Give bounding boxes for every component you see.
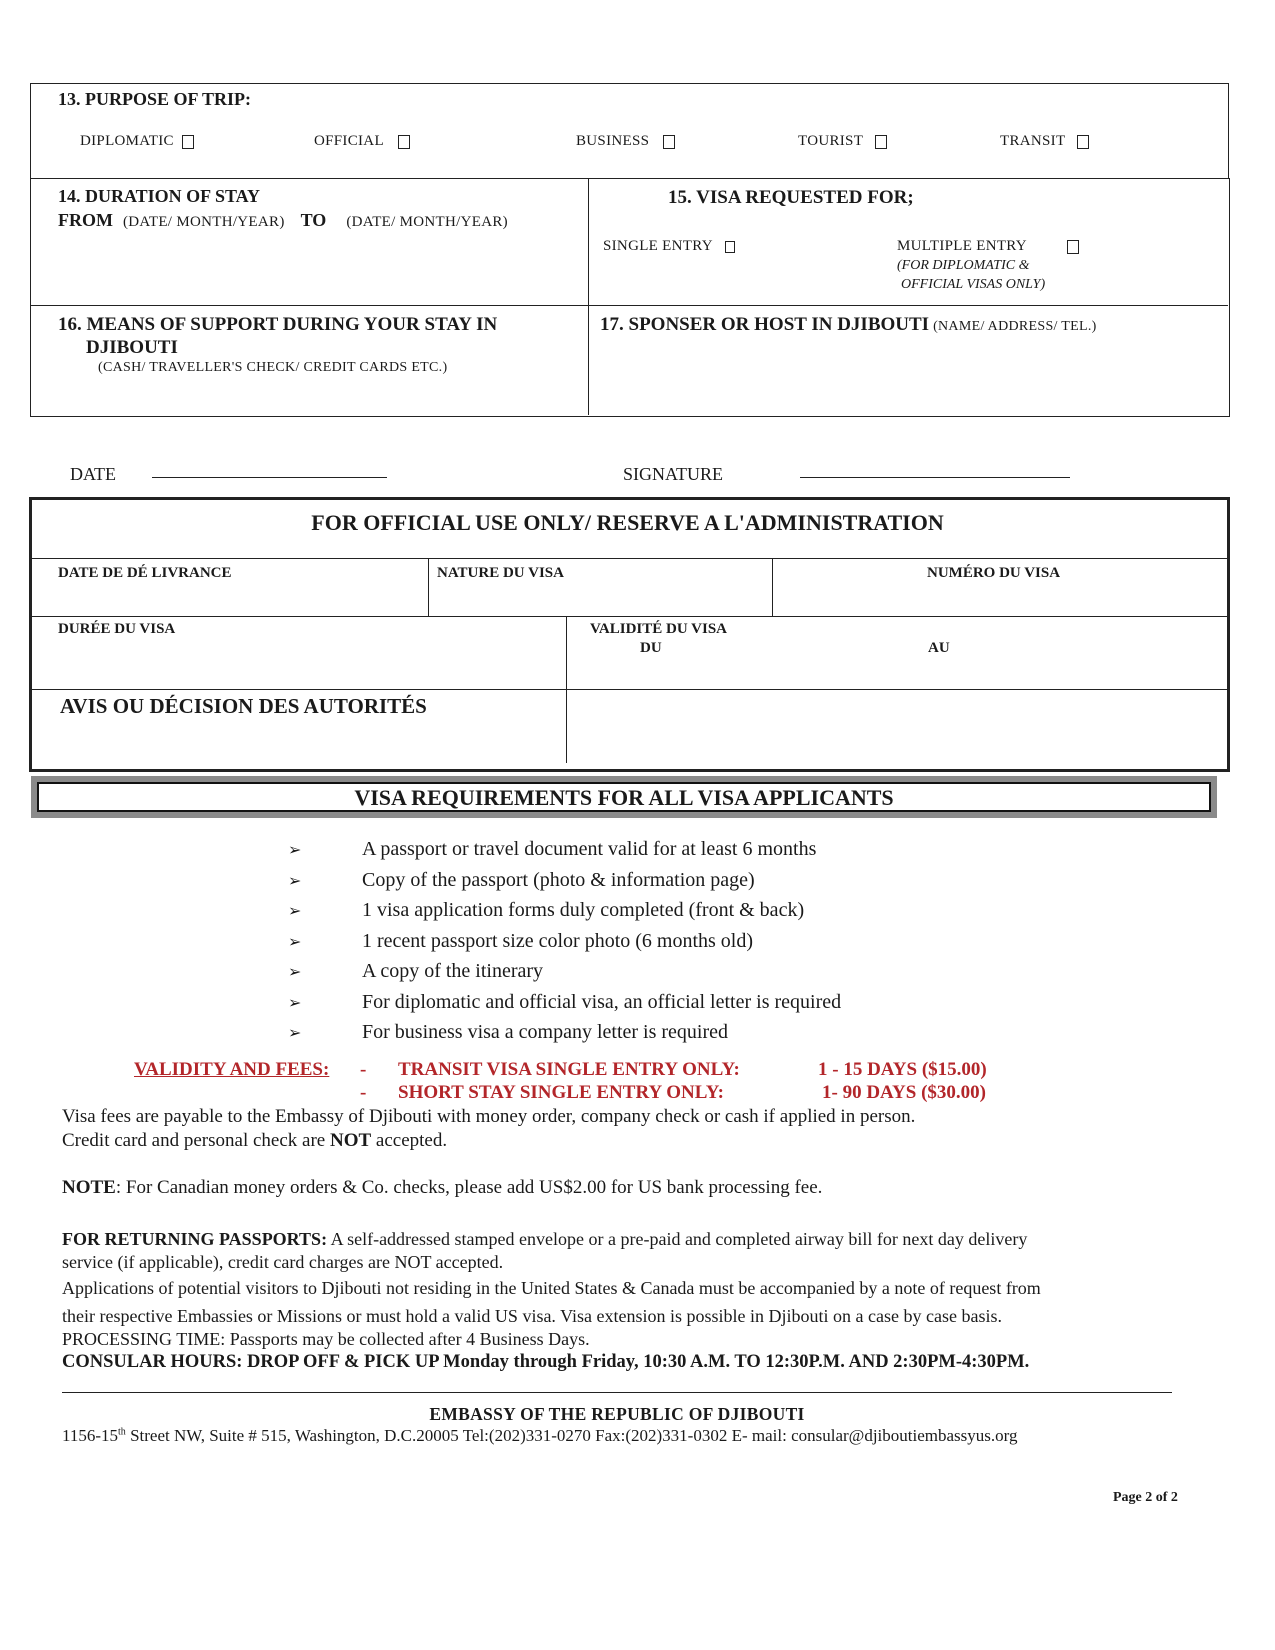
transit-label: TRANSIT (1000, 133, 1066, 149)
list-item: ➢ 1 recent passport size color photo (6 months old) (288, 926, 841, 957)
returning-passports-text: FOR RETURNING PASSPORTS: A self-addressed stamped envelope or a pre-paid and completed airway bill for next day delivery (62, 1229, 1028, 1249)
single-entry-option[interactable] (603, 238, 735, 255)
arrow-bullet-icon: ➢ (288, 992, 302, 1012)
fees-price-1: 1 - 15 DAYS ($15.00) (818, 1059, 987, 1080)
fees-dash-1: - (360, 1059, 367, 1080)
list-item: ➢ Copy of the passport (photo & information page) (288, 865, 841, 896)
sponsor-title: 17. SPONSER OR HOST IN DJIBOUTI (600, 314, 930, 335)
applications-text-1: Applications of potential visitors to Djibouti not residing in the United States & Canada must be accompanied by a note of request from (62, 1278, 1041, 1298)
validite-au-label: AU (928, 640, 950, 656)
diplomatic-label: DIPLOMATIC (80, 133, 174, 149)
arrow-bullet-icon: ➢ (288, 931, 302, 951)
divider (30, 305, 1228, 306)
transit-checkbox[interactable] (1077, 135, 1089, 149)
fees-label: VALIDITY AND FEES: (134, 1059, 330, 1080)
date-delivrance-label: DATE DE DÉ LIVRANCE (58, 565, 232, 581)
official-checkbox[interactable] (398, 135, 410, 149)
multiple-entry-checkbox[interactable] (1067, 240, 1079, 254)
purpose-option-tourist[interactable] (798, 133, 887, 150)
arrow-bullet-icon: ➢ (288, 962, 302, 981)
multiple-entry-note-1: (FOR DIPLOMATIC & (897, 258, 1030, 273)
purpose-option-business[interactable] (576, 133, 675, 150)
list-item: ➢ A passport or travel document valid for at least 6 months (288, 834, 841, 865)
footer-divider (62, 1392, 1172, 1393)
arrow-bullet-icon: ➢ (288, 840, 302, 859)
to-label: TO (300, 210, 327, 230)
embassy-name: EMBASSY OF THE REPUBLIC OF DJIBOUTI (429, 1404, 805, 1424)
divider (32, 616, 1227, 617)
processing-time-text: PROCESSING TIME: Passports may be collected after 4 Business Days. (62, 1329, 590, 1349)
purpose-option-official[interactable] (314, 133, 410, 150)
date-label: DATE (70, 464, 116, 484)
signature-label: SIGNATURE (623, 464, 724, 484)
consular-hours-text: CONSULAR HOURS: DROP OFF & PICK UP Monday through Friday, 10:30 A.M. TO 12:30P.M. AND 2:30PM-4:30PM. (62, 1352, 1030, 1372)
official-label: OFFICIAL (314, 133, 384, 149)
validite-du-label: DU (640, 640, 662, 656)
divider (772, 558, 773, 616)
applications-text-2: their respective Embassies or Missions or must hold a valid US visa. Visa extension is possible in Djibouti on a case by case basis. (62, 1306, 1002, 1326)
date-line[interactable] (152, 477, 387, 478)
divider (32, 689, 1227, 690)
from-format: (DATE/ MONTH/YEAR) (122, 214, 285, 230)
multiple-entry-option[interactable] (897, 238, 1079, 255)
fees-payable-text: Visa fees are payable to the Embassy of Djibouti with money order, company check or cash if applied in person. (62, 1106, 916, 1127)
arrow-bullet-icon: ➢ (288, 901, 302, 920)
signature-line[interactable] (800, 477, 1070, 478)
page-number: Page 2 of 2 (1113, 1490, 1178, 1505)
diplomatic-checkbox[interactable] (182, 135, 194, 149)
purpose-heading: 13. PURPOSE OF TRIP: (58, 89, 252, 109)
divider (588, 178, 589, 415)
sponsor-heading (600, 314, 1097, 336)
arrow-bullet-icon: ➢ (288, 870, 302, 890)
from-label: FROM (58, 210, 113, 230)
list-item: ➢ 1 visa application forms duly completed (front & back) (288, 895, 841, 926)
sponsor-detail: (NAME/ ADDRESS/ TEL.) (933, 319, 1097, 334)
validite-visa-label: VALIDITÉ DU VISA (590, 621, 727, 637)
fees-type-1: TRANSIT VISA SINGLE ENTRY ONLY: (398, 1059, 740, 1080)
fees-type-2: SHORT STAY SINGLE ENTRY ONLY: (398, 1082, 725, 1103)
single-entry-label: SINGLE ENTRY (603, 238, 713, 254)
list-item: ➢ For diplomatic and official visa, an official letter is required (288, 987, 841, 1018)
list-item: ➢ For business visa a company letter is required (288, 1017, 841, 1048)
note-text: NOTE: For Canadian money orders & Co. checks, please add US$2.00 for US bank processing fee. (62, 1177, 823, 1198)
official-use-title: FOR OFFICIAL USE ONLY/ RESERVE A L'ADMINISTRATION (311, 510, 944, 535)
tourist-checkbox[interactable] (875, 135, 887, 149)
business-checkbox[interactable] (663, 135, 675, 149)
divider (32, 558, 1227, 559)
requirements-list (288, 834, 841, 1048)
divider (566, 616, 567, 763)
duration-from-to[interactable] (58, 210, 508, 231)
business-label: BUSINESS (576, 133, 650, 149)
list-item: ➢ A copy of the itinerary (288, 956, 841, 987)
purpose-option-diplomatic[interactable] (80, 133, 194, 150)
credit-card-text: Credit card and personal check are NOT accepted. (62, 1130, 448, 1151)
embassy-address: 1156-15th Street NW, Suite # 515, Washington, D.C.20005 Tel:(202)331-0270 Fax:(202)331-0302 E- mail: consular@djiboutiembassyus.org (62, 1426, 1018, 1445)
fees-dash-2: - (360, 1082, 367, 1103)
numero-visa-label: NUMÉRO DU VISA (927, 565, 1061, 581)
support-examples: (CASH/ TRAVELLER'S CHECK/ CREDIT CARDS ETC.) (98, 360, 448, 375)
tourist-label: TOURIST (798, 133, 864, 149)
arrow-bullet-icon: ➢ (288, 1023, 302, 1042)
requirements-header (31, 776, 1217, 818)
support-heading-2: DJIBOUTI (86, 337, 178, 358)
requirements-title: VISA REQUIREMENTS FOR ALL VISA APPLICANTS (37, 782, 1211, 812)
duration-heading: 14. DURATION OF STAY (58, 186, 261, 206)
divider (428, 558, 429, 616)
multiple-entry-note-2: OFFICIAL VISAS ONLY) (901, 277, 1046, 292)
fees-price-2: 1- 90 DAYS ($30.00) (822, 1082, 986, 1103)
duree-visa-label: DURÉE DU VISA (58, 621, 176, 637)
returning-passports-text-2: service (if applicable), credit card charges are NOT accepted. (62, 1252, 504, 1272)
purpose-option-transit[interactable] (1000, 133, 1089, 150)
multiple-entry-label: MULTIPLE ENTRY (897, 238, 1027, 254)
single-entry-checkbox[interactable] (725, 241, 735, 253)
avis-decision-label: AVIS OU DÉCISION DES AUTORITÉS (60, 694, 427, 718)
support-heading-1: 16. MEANS OF SUPPORT DURING YOUR STAY IN (58, 314, 498, 335)
nature-visa-label: NATURE DU VISA (437, 565, 564, 581)
visa-requested-heading: 15. VISA REQUESTED FOR; (668, 187, 914, 208)
to-format: (DATE/ MONTH/YEAR) (346, 214, 508, 230)
